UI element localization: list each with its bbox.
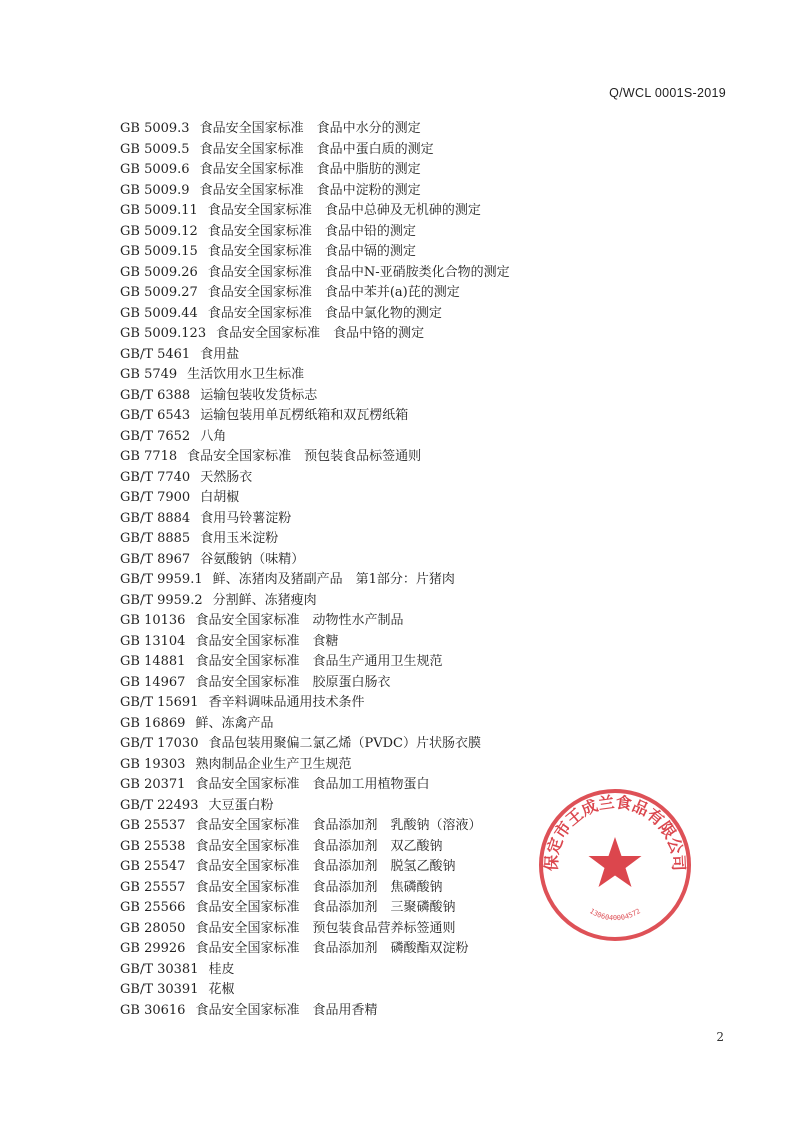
standard-title: 天然肠衣 (200, 469, 253, 485)
standard-title: 鲜、冻禽产品 (195, 715, 274, 731)
standard-item (120, 263, 680, 284)
standard-code: GB 20371 (120, 777, 186, 792)
standard-code: GB/T 8967 (120, 551, 191, 567)
standard-title: 食品安全国家标准 食品添加剂 乳酸钠（溶液） (195, 818, 482, 833)
standard-title: 谷氨酸钠（味精） (200, 551, 305, 567)
standard-code: GB 5009.123 (120, 326, 207, 341)
standard-item (120, 529, 680, 550)
standard-item (120, 345, 680, 366)
standard-title: 食品安全国家标准 预包装食品标签通则 (187, 449, 422, 464)
standard-item (120, 222, 680, 243)
standard-title: 食品安全国家标准 食品添加剂 双乙酸钠 (195, 838, 443, 854)
standard-item (120, 304, 680, 325)
standard-code: GB/T 30391 (120, 982, 199, 997)
standard-title: 食品安全国家标准 食品中镉的测定 (207, 244, 416, 259)
document-code: Q/WCL 0001S-2019 (609, 86, 726, 100)
standard-code: GB/T 9959.2 (120, 592, 203, 608)
standard-code: GB 19303 (120, 756, 186, 772)
standard-item (120, 386, 680, 407)
standard-title: 食品安全国家标准 动物性水产制品 (195, 613, 404, 628)
standard-code: GB 30616 (120, 1002, 186, 1018)
standard-title: 食品安全国家标准 食品中铬的测定 (216, 326, 425, 341)
standard-code: GB/T 30381 (120, 961, 199, 977)
standard-title: 运输包装用单瓦楞纸箱和双瓦楞纸箱 (200, 408, 409, 423)
standard-title: 熟肉制品企业生产卫生规范 (195, 756, 352, 772)
standard-title: 食用玉米淀粉 (200, 531, 279, 546)
standard-title: 白胡椒 (200, 490, 240, 505)
standard-code: GB/T 6388 (120, 387, 191, 403)
standard-code: GB/T 7652 (120, 428, 191, 444)
standard-title: 生活饮用水卫生标准 (187, 367, 305, 382)
standard-code: GB/T 5461 (120, 346, 191, 362)
standard-item (120, 406, 680, 427)
standard-title: 食品包装用聚偏二氯乙烯（PVDC）片状肠衣膜 (208, 736, 481, 751)
standard-code: GB/T 8885 (120, 531, 191, 546)
standard-item (120, 550, 680, 571)
standard-item (120, 324, 680, 345)
standard-item (120, 201, 680, 222)
standard-code: GB 5009.44 (120, 305, 198, 321)
standard-code: GB 25538 (120, 838, 186, 854)
standard-code: GB 5009.27 (120, 285, 198, 300)
standard-title: 食品安全国家标准 食品添加剂 焦磷酸钠 (195, 879, 443, 895)
standard-code: GB 25547 (120, 859, 186, 874)
standard-item (120, 755, 680, 776)
standard-code: GB 5009.12 (120, 223, 198, 239)
standard-title: 食品安全国家标准 食品中苯并(a)芘的测定 (207, 285, 460, 300)
standard-title: 食品安全国家标准 食品添加剂 脱氢乙酸钠 (195, 859, 456, 874)
standard-code: GB 5009.6 (120, 162, 190, 177)
standard-code: GB 5009.9 (120, 182, 190, 198)
standard-code: GB/T 6543 (120, 408, 191, 423)
standard-title: 食用盐 (200, 346, 240, 362)
standard-item (120, 1001, 680, 1022)
standard-code: GB 5009.5 (120, 141, 190, 157)
standard-code: GB 25566 (120, 900, 186, 915)
standard-item (120, 734, 680, 755)
standard-item (120, 591, 680, 612)
standard-code: GB/T 15691 (120, 695, 199, 710)
standard-title: 桂皮 (208, 961, 235, 977)
standard-item (120, 447, 680, 468)
standard-code: GB/T 8884 (120, 510, 191, 526)
standard-item (120, 427, 680, 448)
standard-code: GB/T 9959.1 (120, 572, 203, 587)
standard-title: 香辛料调味品通用技术条件 (208, 695, 365, 710)
standard-code: GB 25537 (120, 818, 186, 833)
standard-item (120, 611, 680, 632)
standard-title: 花椒 (208, 982, 235, 997)
standard-title: 食品安全国家标准 食品中N-亚硝胺类化合物的测定 (207, 264, 510, 280)
standard-item (120, 181, 680, 202)
standard-title: 食品安全国家标准 食糖 (195, 633, 339, 649)
standard-item (120, 980, 680, 1001)
standard-item (120, 160, 680, 181)
standard-code: GB 28050 (120, 920, 186, 936)
standard-code: GB 5009.26 (120, 264, 198, 280)
standard-item (120, 652, 680, 673)
standard-title: 大豆蛋白粉 (208, 797, 274, 813)
standard-item (120, 673, 680, 694)
standard-title: 八角 (200, 428, 227, 444)
standard-title: 食品安全国家标准 食品生产通用卫生规范 (195, 654, 443, 669)
standard-code: GB 16869 (120, 715, 186, 731)
standard-code: GB 5009.15 (120, 244, 198, 259)
standard-code: GB/T 7900 (120, 490, 191, 505)
standard-item (120, 365, 680, 386)
standard-code: GB/T 7740 (120, 469, 191, 485)
standard-title: 运输包装收发货标志 (200, 387, 318, 403)
company-seal (535, 785, 695, 945)
standard-title: 食品安全国家标准 食品加工用植物蛋白 (195, 777, 430, 792)
standard-code: GB 29926 (120, 941, 186, 956)
standard-title: 食品安全国家标准 食品中水分的测定 (199, 121, 421, 136)
standard-code: GB 25557 (120, 879, 186, 895)
standard-code: GB 14881 (120, 654, 186, 669)
seal-number: 1306040004572 (588, 907, 642, 923)
standard-title: 食品安全国家标准 食品中铅的测定 (207, 223, 416, 239)
standard-title: 食品安全国家标准 胶原蛋白肠衣 (195, 674, 391, 690)
standard-item (120, 119, 680, 140)
standard-code: GB 5749 (120, 367, 178, 382)
standard-title: 食用马铃薯淀粉 (200, 510, 292, 526)
standard-title: 食品安全国家标准 食品中氯化物的测定 (207, 305, 442, 321)
standard-title: 鲜、冻猪肉及猪副产品 第1部分：片猪肉 (212, 572, 455, 587)
standard-title: 食品安全国家标准 预包装食品营养标签通则 (195, 920, 456, 936)
standard-item (120, 570, 680, 591)
standard-code: GB 5009.3 (120, 121, 190, 136)
standard-code: GB 10136 (120, 613, 186, 628)
standard-title: 食品安全国家标准 食品中脂肪的测定 (199, 162, 421, 177)
standard-item (120, 960, 680, 981)
seal-star-icon (589, 837, 642, 887)
standard-item (120, 242, 680, 263)
standard-item (120, 488, 680, 509)
standard-code: GB 14967 (120, 674, 186, 690)
standard-item (120, 632, 680, 653)
standard-code: GB/T 17030 (120, 736, 199, 751)
standard-title: 食品安全国家标准 食品中蛋白质的测定 (199, 141, 434, 157)
standard-item (120, 468, 680, 489)
standard-title: 食品安全国家标准 食品用香精 (195, 1002, 378, 1018)
standard-item (120, 509, 680, 530)
standard-code: GB 5009.11 (120, 203, 198, 218)
standard-title: 食品安全国家标准 食品添加剂 磷酸酯双淀粉 (195, 941, 469, 956)
standard-title: 分割鲜、冻猪瘦肉 (212, 592, 317, 608)
standard-title: 食品安全国家标准 食品中淀粉的测定 (199, 182, 421, 198)
standard-title: 食品安全国家标准 食品添加剂 三聚磷酸钠 (195, 900, 456, 915)
standard-code: GB 7718 (120, 449, 178, 464)
page-number: 2 (716, 1030, 724, 1044)
seal-company-name: 保定市王成兰食品有限公司 (541, 792, 689, 872)
standard-code: GB 13104 (120, 633, 186, 649)
standard-code: GB/T 22493 (120, 797, 199, 813)
standard-item (120, 693, 680, 714)
standard-title: 食品安全国家标准 食品中总砷及无机砷的测定 (207, 203, 481, 218)
standard-item (120, 283, 680, 304)
standard-item (120, 714, 680, 735)
standard-item (120, 140, 680, 161)
